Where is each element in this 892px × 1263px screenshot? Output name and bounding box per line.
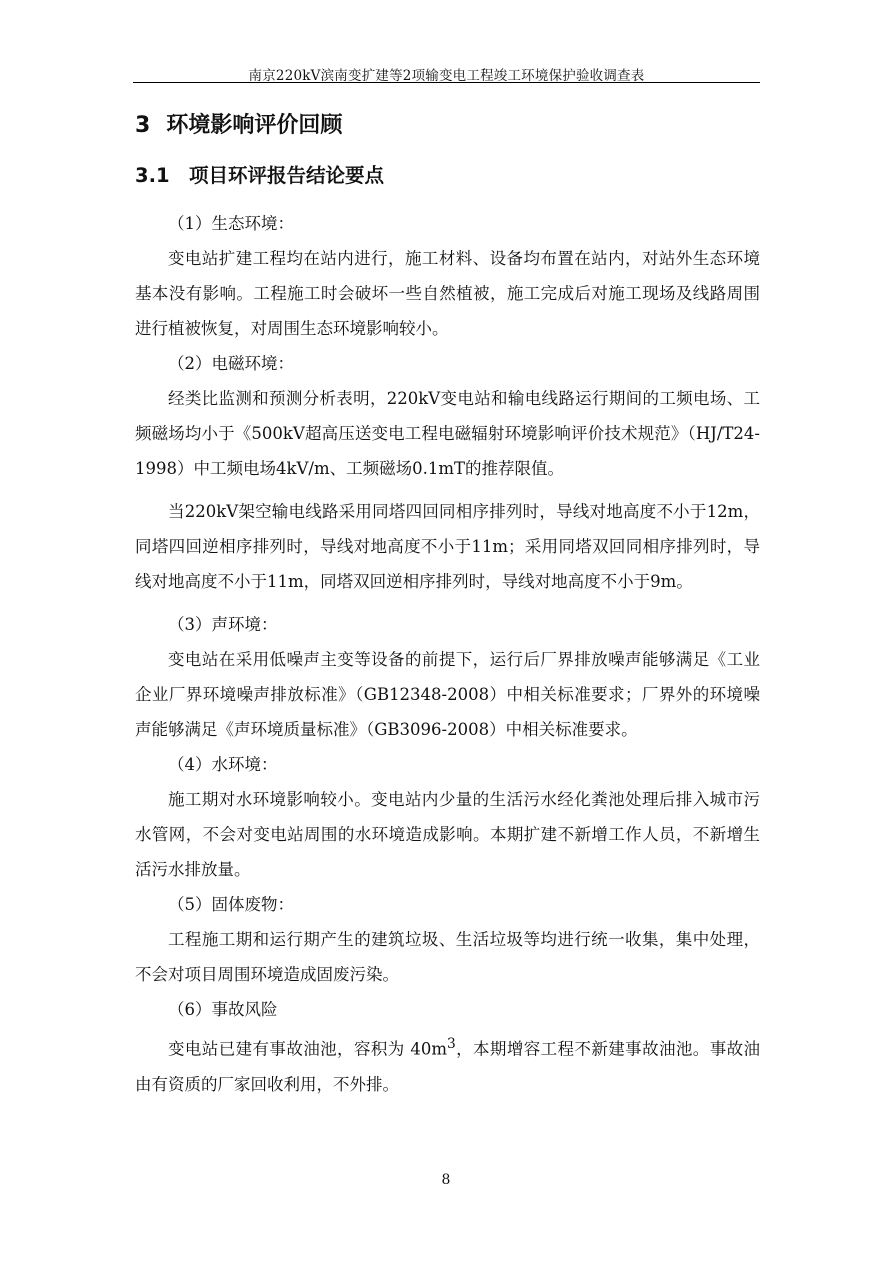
section-heading	[135, 108, 342, 139]
subsection-heading	[135, 160, 384, 188]
page-number: 8	[441, 1172, 451, 1188]
item-heading-accident-risk: （6）事故风险	[168, 1000, 278, 1019]
section-title: 环境影响评价回顾	[166, 113, 343, 138]
paragraph-solid-waste: 工程施工期和运行期产生的建筑垃圾、生活垃圾等均进行统一收集，集中处理，不会对项目周围环境造成固废污染。	[135, 930, 760, 984]
item-heading-ecology: （1）生态环境：	[168, 214, 294, 233]
risk-text-part-1: 变电站已建有事故油池，容积为 40m	[168, 1039, 447, 1059]
paragraph-ecology: 变电站扩建工程均在站内进行，施工材料、设备均布置在站内，对站外生态环境基本没有影响。工程施工时会破坏一些自然植被，施工完成后对施工现场及线路周围进行植被恢复，对周围生态环境影响较小。	[135, 249, 760, 338]
item-heading-solid-waste: （5）固体废物：	[168, 895, 294, 914]
paragraph-electromagnetic-1: 经类比监测和预测分析表明，220kV变电站和输电线路运行期间的工频电场、工频磁场均小于《500kV超高压送变电工程电磁辐射环境影响评价技术规范》（HJ/T24-1998）中工频电场4kV/m、工频磁场0.1mT的推荐限值。	[135, 389, 760, 478]
item-heading-water: （4）水环境：	[168, 755, 278, 774]
header-rule	[133, 82, 760, 83]
paragraph-electromagnetic-2: 当220kV架空输电线路采用同塔四回同相序排列时，导线对地高度不小于12m，同塔四回逆相序排列时，导线对地高度不小于11m；采用同塔双回同相序排列时，导线对地高度不小于11m，同塔双回逆相序排列时，导线对地高度不小于9m。	[135, 502, 760, 591]
section-number: 3	[135, 113, 151, 138]
item-heading-electromagnetic: （2）电磁环境：	[168, 354, 294, 373]
risk-text-part-2: ，本期增容工程不新建事故油池。事故油由有资质的厂家回收利用，不外排。	[135, 1039, 761, 1094]
document-body	[135, 206, 760, 1102]
item-heading-noise: （3）声环境：	[168, 615, 278, 634]
paragraph-noise: 变电站在采用低噪声主变等设备的前提下，运行后厂界排放噪声能够满足《工业企业厂界环境噪声排放标准》（GB12348-2008）中相关标准要求；厂界外的环境噪声能够满足《声环境质量标准》（GB3096-2008）中相关标准要求。	[135, 650, 760, 739]
subsection-number: 3.1	[135, 164, 170, 187]
paragraph-accident-risk	[135, 1027, 760, 1102]
superscript-3: 3	[446, 1036, 456, 1052]
paragraph-water: 施工期对水环境影响较小。变电站内少量的生活污水经化粪池处理后排入城市污水管网，不会对变电站周围的水环境造成影响。本期扩建不新增工作人员，不新增生活污水排放量。	[135, 790, 760, 879]
page-header: 南京220kV滨南变扩建等2项输变电工程竣工环境保护验收调查表	[248, 68, 645, 84]
subsection-title: 项目环评报告结论要点	[189, 164, 385, 187]
